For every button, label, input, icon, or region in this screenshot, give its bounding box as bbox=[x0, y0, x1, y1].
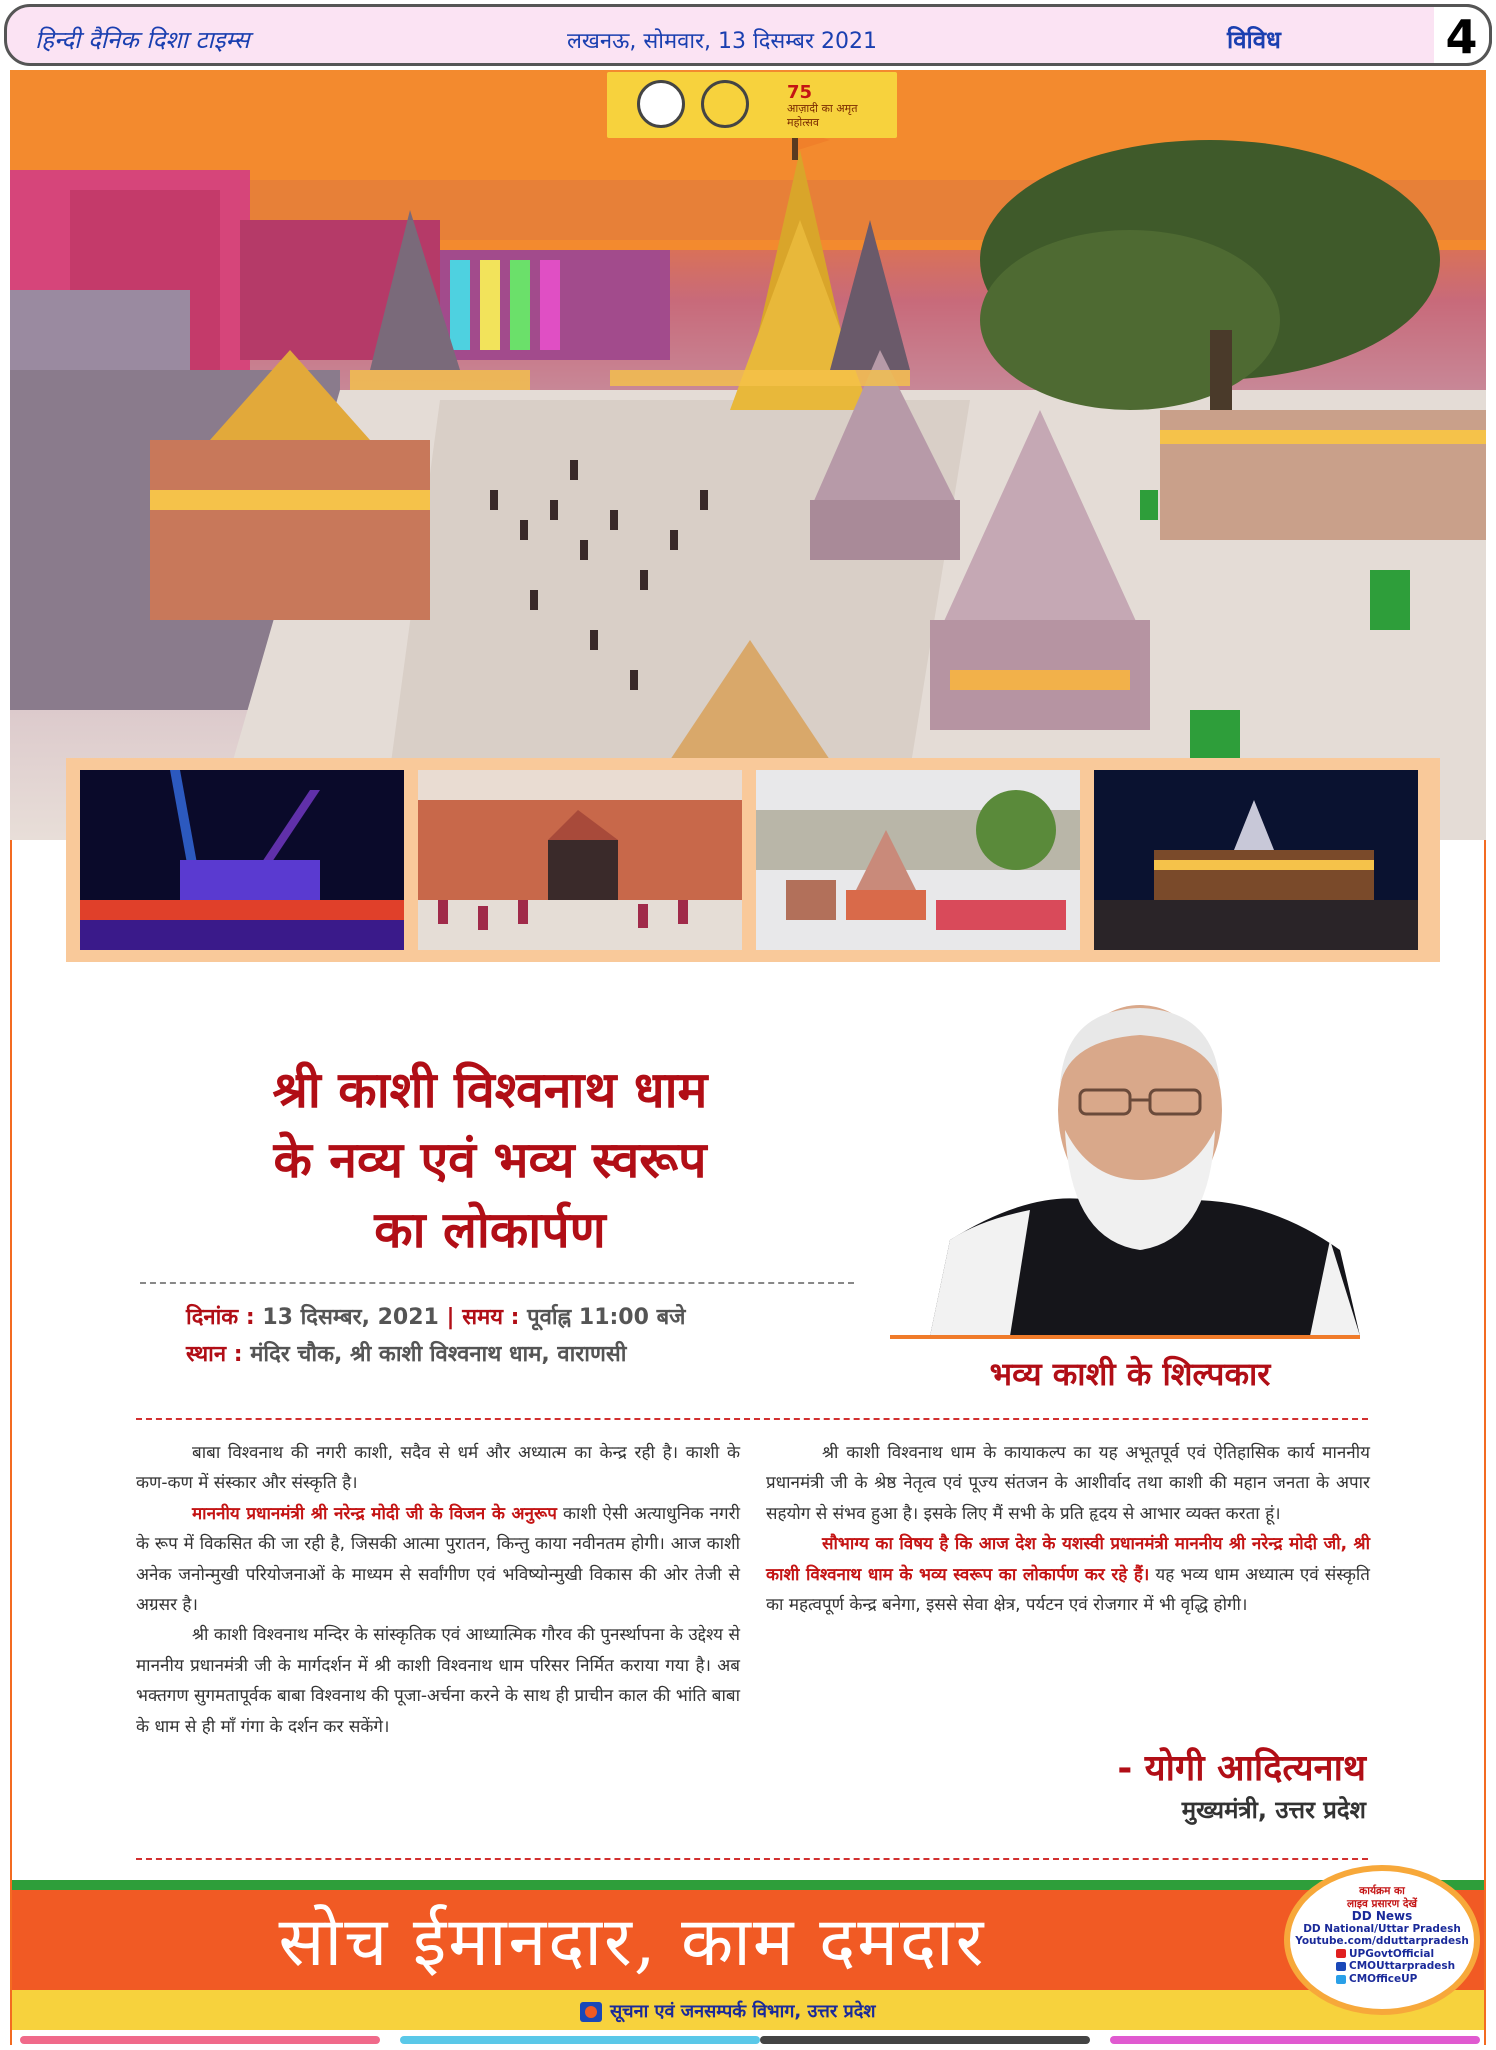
youtube-icon bbox=[1336, 1949, 1346, 1958]
up-emblem-icon bbox=[637, 80, 685, 128]
portrait-image bbox=[890, 990, 1370, 1336]
divider bbox=[140, 1282, 854, 1284]
event-date-time: दिनांक : 13 दिसम्बर, 2021 | समय : पूर्वाह्न 11:00 बजे bbox=[186, 1305, 686, 1330]
thumbnail-light-show bbox=[80, 770, 404, 950]
twitter-icon bbox=[1336, 1975, 1346, 1984]
portrait-underline bbox=[890, 1335, 1360, 1339]
body-paragraph: माननीय प्रधानमंत्री श्री नरेन्द्र मोदी जी के विजन के अनुरूप काशी ऐसी अत्याधुनिक नगरी के रूप में विकसित की जा रही है, जिसकी आत्मा पुरातन, किन्तु काया नवीनतम होगी। आज काशी अनेक जनोन्मुखी परियोजनाओं के माध्यम से सर्वांगीण एवं भविष्योन्मुखी विकास की ओर तेजी से अग्रसर है। bbox=[136, 1503, 740, 1616]
footer-green-bar bbox=[12, 1880, 1484, 1890]
government-logo-strip bbox=[607, 72, 897, 138]
youtube-link[interactable]: UPGovtOfficial bbox=[1290, 1948, 1474, 1961]
section-name: विविध bbox=[1227, 26, 1281, 54]
facebook-icon bbox=[1336, 1962, 1346, 1971]
headline-line-2: के नव्य एवं भव्य स्वरूप bbox=[273, 1131, 707, 1189]
body-column-left bbox=[136, 1438, 740, 1742]
page-number: 4 bbox=[1434, 4, 1492, 66]
divider bbox=[136, 1858, 1368, 1860]
date-line: लखनऊ, सोमवार, 13 दिसम्बर 2021 bbox=[567, 29, 877, 54]
azadi-amrit-mahotsav-logo: 75 आज़ादी का अमृत महोत्सव bbox=[787, 82, 858, 129]
thumbnail-temple-gate bbox=[418, 770, 742, 950]
thumbnail-night-view bbox=[1094, 770, 1418, 950]
headline-line-1: श्री काशी विश्वनाथ धाम bbox=[272, 1061, 708, 1119]
ashoka-emblem-icon bbox=[701, 80, 749, 128]
page-bottom-decoration bbox=[0, 2030, 1496, 2050]
thumbnail-temple-complex bbox=[756, 770, 1080, 950]
department-credit: सूचना एवं जनसम्पर्क विभाग, उत्तर प्रदेश bbox=[580, 1999, 876, 2023]
divider bbox=[136, 1418, 1368, 1420]
footer-banner bbox=[12, 1890, 1484, 1990]
thumbnail-strip bbox=[66, 758, 1440, 962]
headline bbox=[100, 1055, 880, 1265]
signature-name: - योगी आदित्यनाथ bbox=[1117, 1748, 1366, 1789]
twitter-link[interactable]: CMOfficeUP bbox=[1290, 1973, 1474, 1986]
body-paragraph: श्री काशी विश्वनाथ मन्दिर के सांस्कृतिक एवं आध्यात्मिक गौरव की पुनर्स्थापना के उद्देश्य से माननीय प्रधानमंत्री जी के मार्गदर्शन में श्री काशी विश्वनाथ धाम परिसर निर्मित कराया गया है। अब भक्तगण सुगमतापूर्वक बाबा विश्वनाथ की पूजा-अर्चना करने के साथ ही प्राचीन काल की भांति बाबा के धाम से ही माँ गंगा के दर्शन कर सकेंगे। bbox=[136, 1625, 740, 1737]
signature-designation: मुख्यमंत्री, उत्तर प्रदेश bbox=[1181, 1796, 1366, 1824]
department-logo-icon bbox=[580, 2002, 602, 2022]
body-paragraph: बाबा विश्वनाथ की नगरी काशी, सदैव से धर्म और अध्यात्म का केन्द्र रही है। काशी के कण-कण में संस्कार और संस्कृति है। bbox=[136, 1443, 740, 1494]
body-paragraph: श्री काशी विश्वनाथ धाम के कायाकल्प का यह अभूतपूर्व एवं ऐतिहासिक कार्य माननीय प्रधानमंत्री जी के श्रेष्ठ नेतृत्व एवं पूज्य संतजन के आशीर्वाद तथा काशी की महान जनता के अपार सहयोग से संभव हुआ है। इसके लिए मैं सभी के प्रति हृदय से आभार व्यक्त करता हूं। bbox=[766, 1443, 1370, 1524]
newspaper-name: हिन्दी दैनिक दिशा टाइम्स bbox=[35, 26, 250, 54]
event-venue: स्थान : मंदिर चौक, श्री काशी विश्वनाथ धाम, वाराणसी bbox=[186, 1342, 627, 1367]
body-column-right bbox=[766, 1438, 1370, 1620]
masthead bbox=[4, 4, 1492, 66]
portrait-tagline: भव्य काशी के शिल्पकार bbox=[989, 1355, 1271, 1393]
slogan: सोच ईमानदार, काम दमदार bbox=[278, 1903, 986, 1982]
facebook-link[interactable]: CMOUttarpradesh bbox=[1290, 1960, 1474, 1973]
live-broadcast-badge: कार्यक्रम का लाइव प्रसारण देखें DD News DD National/Uttar Pradesh Youtube.com/dduttarpradesh UPGovtOfficial CMOUttarpradesh CMOfficeUP bbox=[1284, 1865, 1480, 2015]
body-paragraph: सौभाग्य का विषय है कि आज देश के यशस्वी प्रधानमंत्री माननीय श्री नरेन्द्र मोदी जी, श्री काशी विश्वनाथ धाम के भव्य स्वरूप का लोकार्पण कर रहे हैं। यह भव्य धाम अध्यात्म एवं संस्कृति का महत्वपूर्ण केन्द्र बनेगा, इससे सेवा क्षेत्र, पर्यटन एवं रोजगार में भी वृद्धि होगी। bbox=[766, 1534, 1370, 1616]
hero-temple-image bbox=[10, 70, 1486, 840]
headline-line-3: का लोकार्पण bbox=[374, 1201, 606, 1259]
